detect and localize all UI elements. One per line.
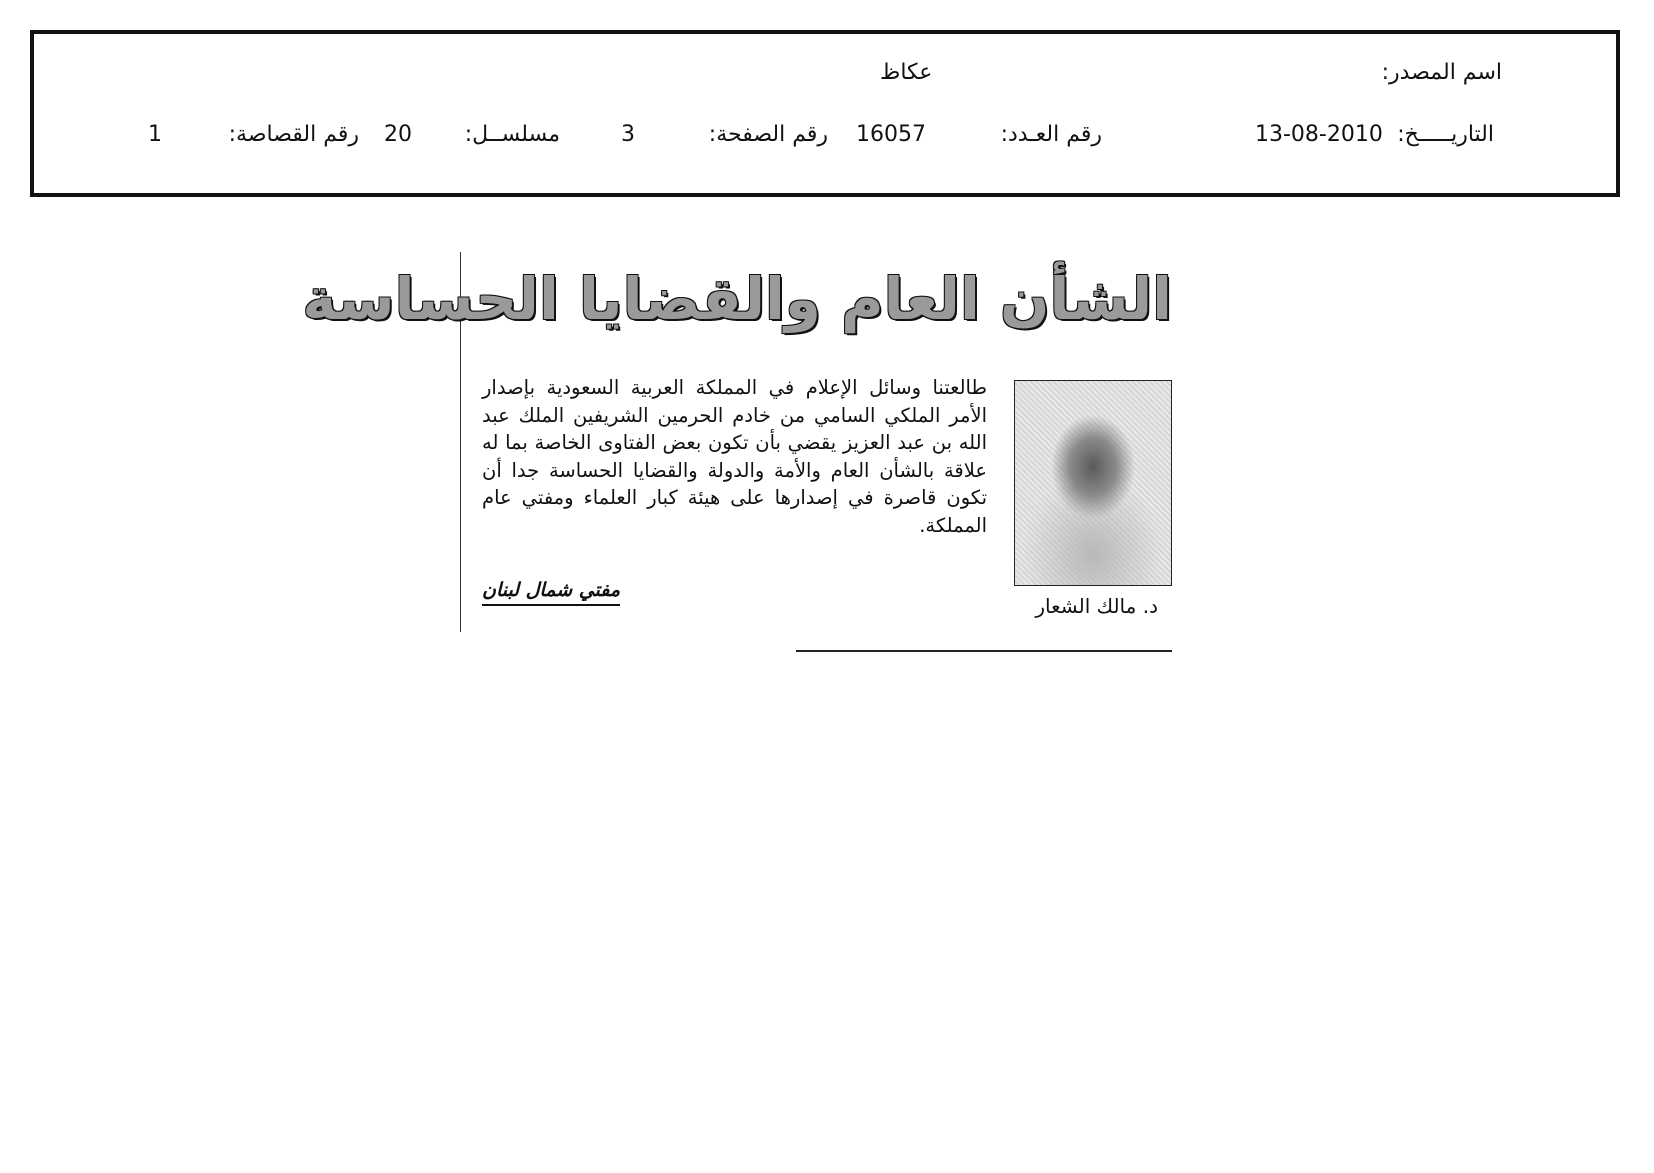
date-label: التاريـــــخ:	[1397, 122, 1494, 147]
article-bottom-rule	[796, 650, 1172, 652]
author-signature: مفتي شمال لبنان	[482, 578, 620, 606]
clipping-header-box	[30, 30, 1620, 197]
author-photo	[1014, 380, 1172, 586]
source-label: اسم المصدر:	[1381, 60, 1502, 85]
article-clipping	[302, 252, 1172, 632]
source-value: عكاظ	[880, 60, 933, 85]
clip-value: 1	[148, 122, 162, 147]
serial-label: مسلســل:	[464, 122, 560, 147]
date-value: 13-08-2010	[1255, 122, 1383, 147]
article-headline: الشأن العام والقضايا الحساسة	[302, 265, 1172, 333]
clip-label: رقم القصاصة:	[228, 122, 359, 147]
issue-value: 16057	[856, 122, 926, 147]
page-value: 3	[621, 122, 635, 147]
article-body: طالعتنا وسائل الإعلام في المملكة العربية السعودية بإصدار الأمر الملكي السامي من خادم الحرمين الشريفين الملك عبد الله بن عبد العزيز يقضي بأن تكون بعض الفتاوى الخاصة بما له علاقة بالشأن العام والأمة والدولة والقضايا الحساسة جدا أن تكون قاصرة في إصدارها على هيئة كبار العلماء ومفتي عام المملكة.	[482, 376, 987, 537]
page-label: رقم الصفحة:	[708, 122, 828, 147]
issue-label: رقم العـدد:	[1000, 122, 1102, 147]
photo-caption: د. مالك الشعار	[1035, 594, 1158, 618]
serial-value: 20	[384, 122, 412, 147]
